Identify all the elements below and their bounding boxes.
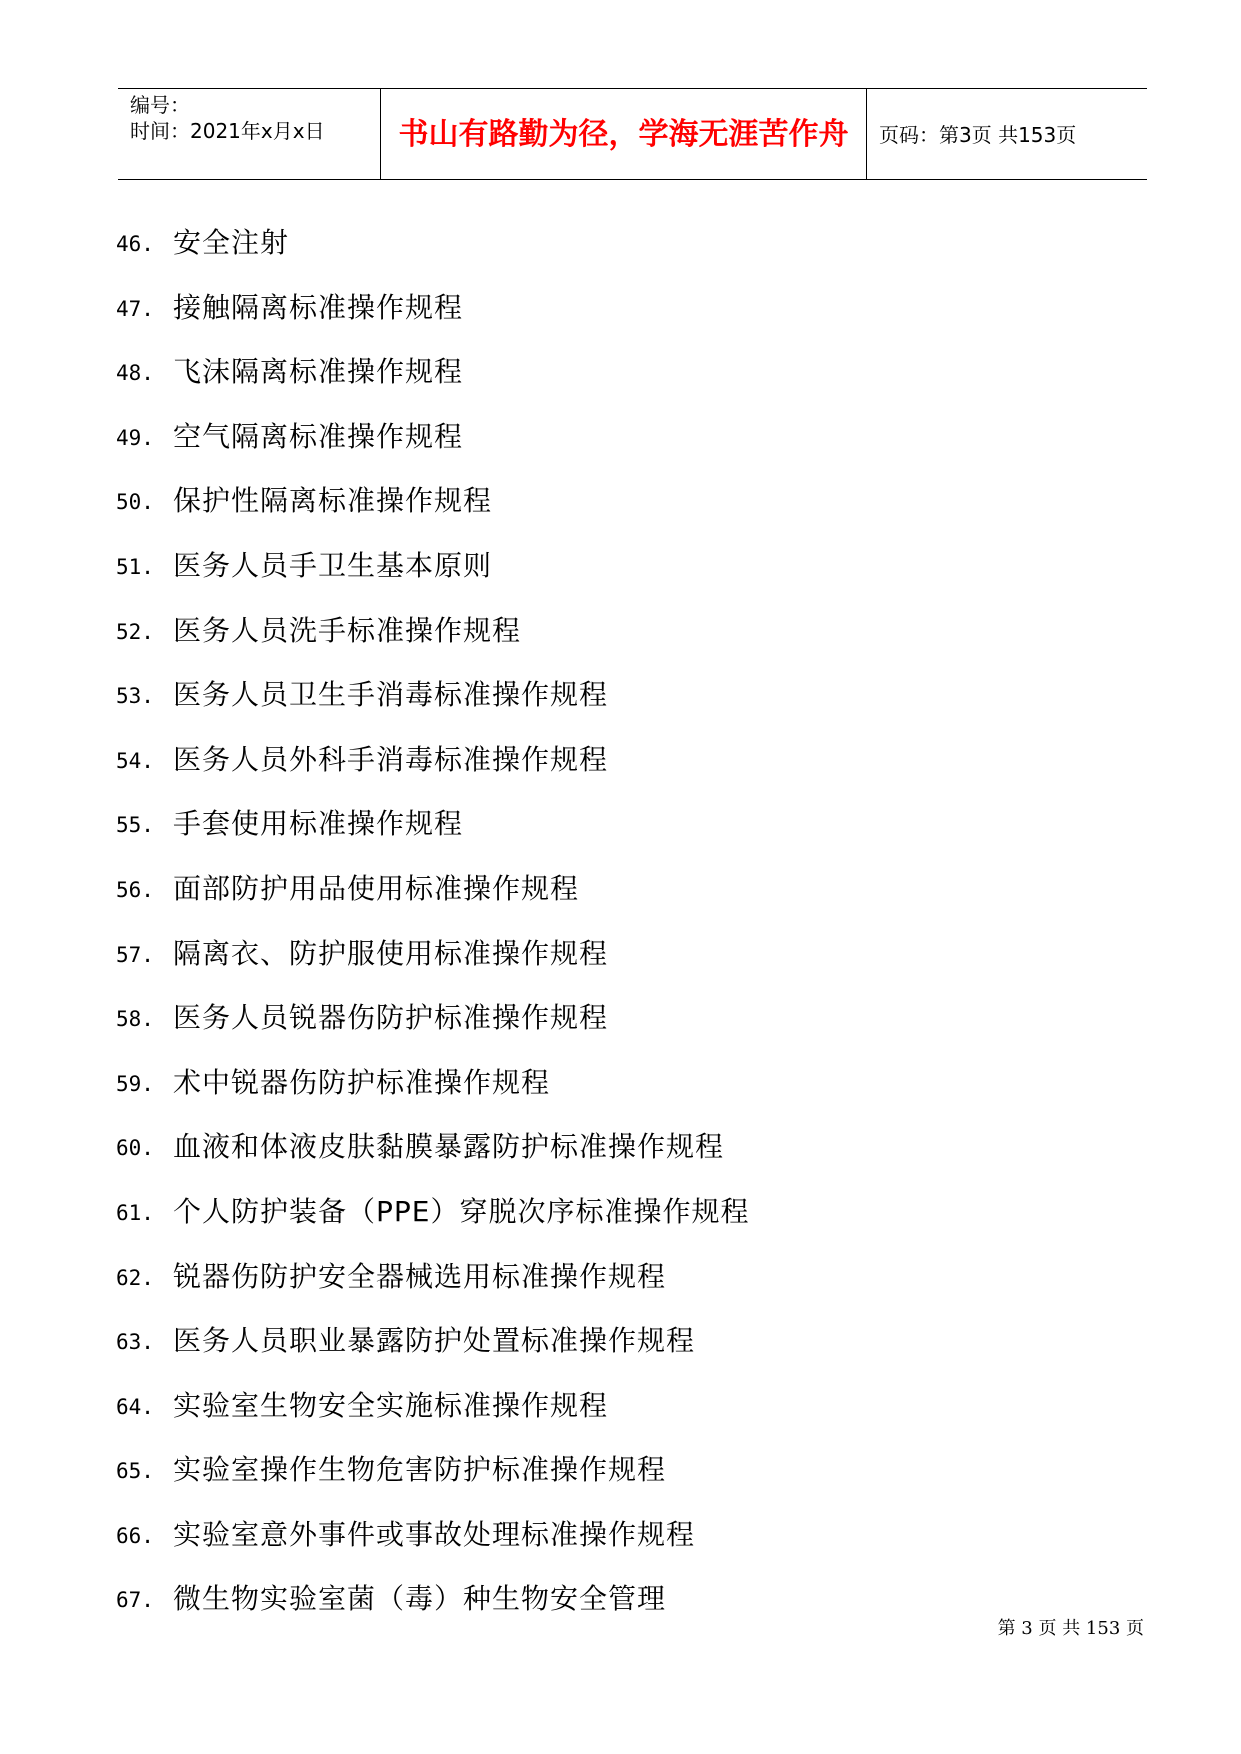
toc-item-number: 56. — [116, 877, 154, 902]
header-page-info: 页码：第3页 共153页 — [879, 123, 1077, 147]
time-label: 时间：2021年x月x日 — [130, 119, 325, 143]
header-motto-cell — [380, 89, 867, 179]
toc-item-title: 隔离衣、防护服使用标准操作规程 — [173, 936, 609, 970]
toc-item-title: 面部防护用品使用标准操作规程 — [173, 871, 580, 905]
toc-item — [116, 1508, 1116, 1573]
toc-item-title: 医务人员外科手消毒标准操作规程 — [173, 742, 609, 776]
toc-item-number: 67. — [116, 1588, 154, 1613]
motto-text: 书山有路勤为径，学海无涯苦作舟 — [398, 117, 849, 152]
toc-item — [116, 1120, 1116, 1185]
toc-item — [116, 604, 1116, 669]
toc-list — [116, 216, 1116, 1637]
toc-item-title: 血液和体液皮肤黏膜暴露防护标准操作规程 — [173, 1130, 725, 1164]
toc-item-title: 空气隔离标准操作规程 — [173, 419, 464, 453]
toc-item-title: 医务人员洗手标准操作规程 — [173, 613, 522, 647]
toc-item-title: 手套使用标准操作规程 — [173, 807, 464, 841]
toc-item-number: 66. — [116, 1523, 154, 1548]
toc-item-title: 医务人员职业暴露防护处置标准操作规程 — [173, 1324, 696, 1358]
toc-item-number: 49. — [116, 425, 154, 450]
toc-item-title: 保护性隔离标准操作规程 — [173, 484, 493, 518]
toc-item-title: 医务人员锐器伤防护标准操作规程 — [173, 1001, 609, 1035]
toc-item-number: 65. — [116, 1459, 154, 1484]
toc-item — [116, 668, 1116, 733]
toc-item — [116, 1443, 1116, 1508]
toc-item — [116, 216, 1116, 281]
toc-item — [116, 862, 1116, 927]
serial-label: 编号： — [130, 93, 190, 117]
toc-item-number: 48. — [116, 361, 154, 386]
toc-item-title: 医务人员卫生手消毒标准操作规程 — [173, 678, 609, 712]
toc-item — [116, 474, 1116, 539]
toc-item — [116, 281, 1116, 346]
toc-item — [116, 733, 1116, 798]
toc-item-number: 62. — [116, 1265, 154, 1290]
toc-item-number: 52. — [116, 619, 154, 644]
toc-item-title: 飞沫隔离标准操作规程 — [173, 355, 464, 389]
toc-item-number: 53. — [116, 684, 154, 709]
header-page-cell — [867, 89, 1147, 179]
toc-item — [116, 1379, 1116, 1444]
toc-item — [116, 1250, 1116, 1315]
toc-item-number: 57. — [116, 942, 154, 967]
toc-item-title: 个人防护装备（PPE）穿脱次序标准操作规程 — [173, 1194, 750, 1228]
toc-item — [116, 927, 1116, 992]
toc-item-title: 实验室生物安全实施标准操作规程 — [173, 1388, 609, 1422]
toc-item — [116, 539, 1116, 604]
toc-item — [116, 1056, 1116, 1121]
toc-item-number: 55. — [116, 813, 154, 838]
toc-item — [116, 410, 1116, 475]
toc-item-number: 58. — [116, 1007, 154, 1032]
toc-item-title: 微生物实验室菌（毒）种生物安全管理 — [173, 1582, 667, 1616]
toc-item-title: 接触隔离标准操作规程 — [173, 290, 464, 324]
toc-item-number: 64. — [116, 1394, 154, 1419]
toc-item-number: 63. — [116, 1330, 154, 1355]
page-header — [118, 88, 1147, 180]
toc-item-number: 50. — [116, 490, 154, 515]
toc-item — [116, 1185, 1116, 1250]
toc-item-title: 术中锐器伤防护标准操作规程 — [173, 1065, 551, 1099]
toc-item-number: 59. — [116, 1071, 154, 1096]
toc-item-title: 实验室操作生物危害防护标准操作规程 — [173, 1453, 667, 1487]
toc-item — [116, 991, 1116, 1056]
toc-item-number: 54. — [116, 748, 154, 773]
toc-item — [116, 345, 1116, 410]
toc-item-number: 47. — [116, 296, 154, 321]
toc-item-number: 46. — [116, 232, 154, 256]
toc-item-title: 实验室意外事件或事故处理标准操作规程 — [173, 1517, 696, 1551]
toc-item-title: 医务人员手卫生基本原则 — [173, 548, 493, 582]
toc-item-number: 61. — [116, 1200, 154, 1225]
toc-item-title: 锐器伤防护安全器械选用标准操作规程 — [173, 1259, 667, 1293]
toc-item — [116, 797, 1116, 862]
header-meta-cell — [118, 89, 380, 179]
toc-item-title: 安全注射 — [173, 226, 290, 259]
toc-item-number: 60. — [116, 1136, 154, 1161]
toc-item — [116, 1572, 1116, 1637]
page-footer: 第 3 页 共 153 页 — [997, 1618, 1144, 1639]
toc-item — [116, 1314, 1116, 1379]
toc-item-number: 51. — [116, 554, 154, 579]
